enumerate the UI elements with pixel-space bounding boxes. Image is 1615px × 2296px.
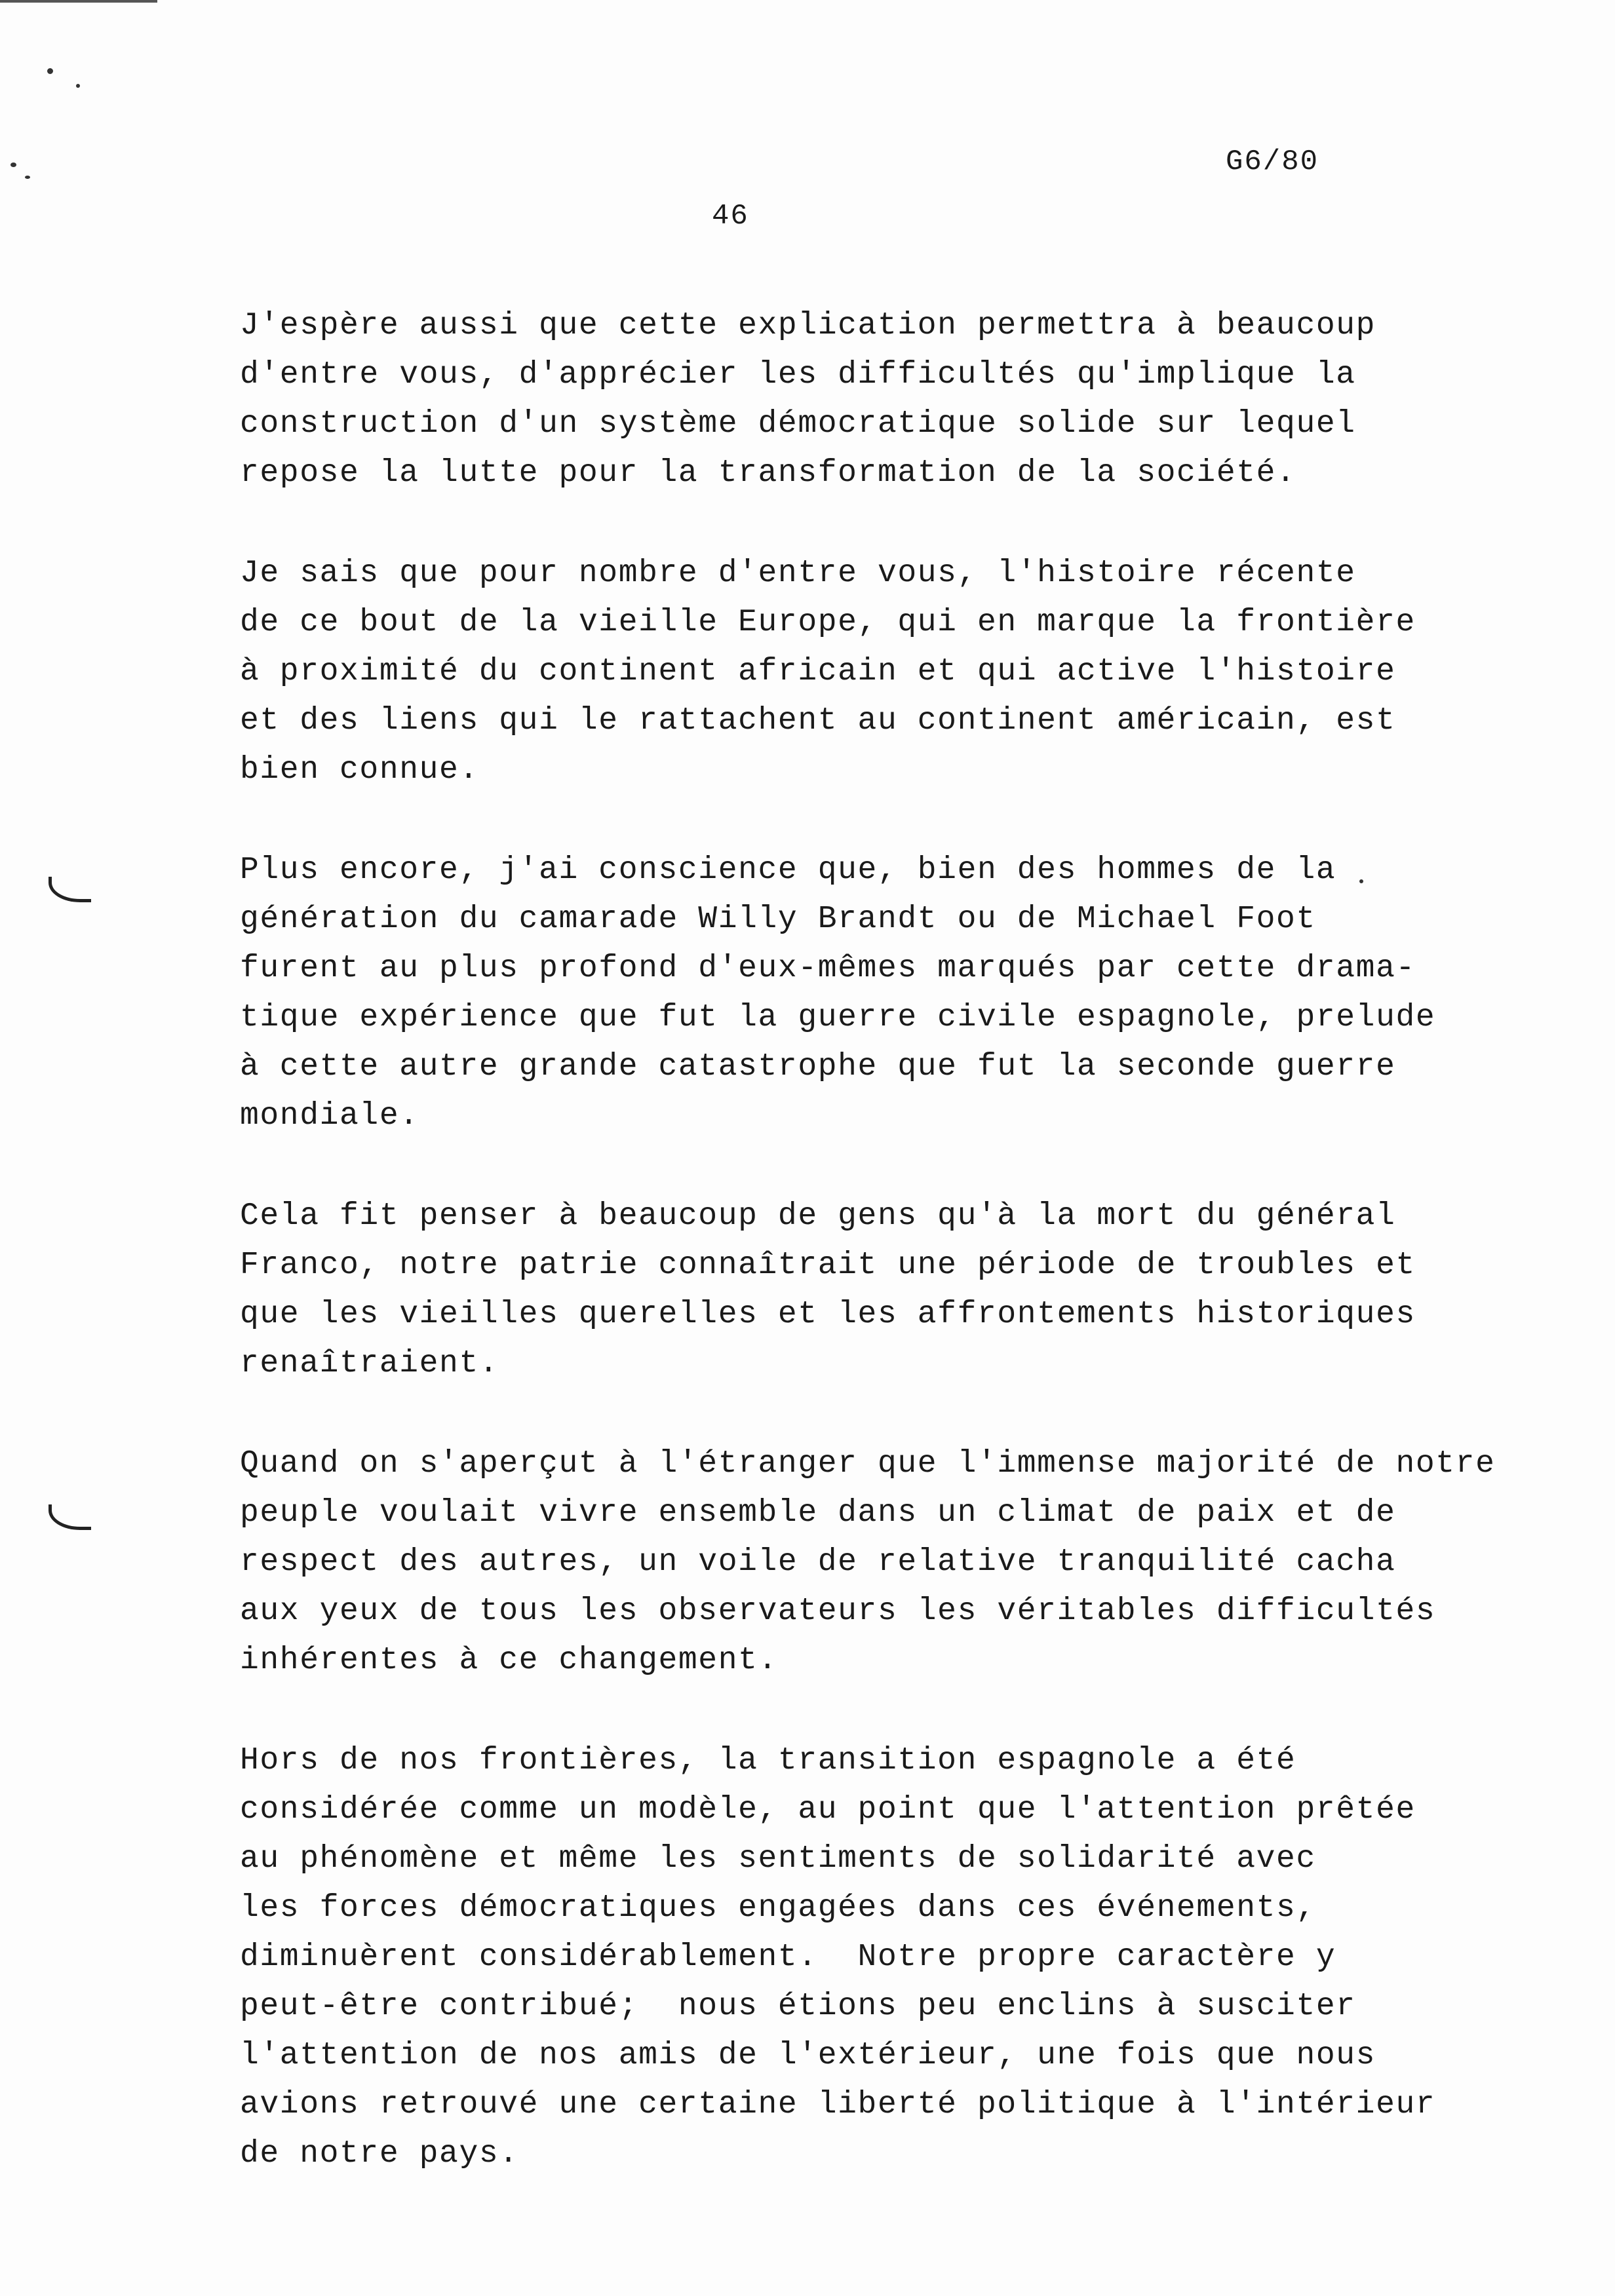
scan-speck bbox=[76, 84, 80, 88]
body-text bbox=[240, 301, 1498, 2230]
document-reference: G6/80 bbox=[1226, 145, 1319, 178]
text-line: Je sais que pour nombre d'entre vous, l'histoire récente bbox=[240, 556, 1356, 591]
text-line: l'attention de nos amis de l'extérieur, une fois que nous bbox=[240, 2038, 1376, 2073]
text-line: considérée comme un modèle, au point que l'attention prêtée bbox=[240, 1792, 1416, 1827]
text-line: furent au plus profond d'eux-mêmes marqués par cette drama- bbox=[240, 951, 1416, 986]
text-line: d'entre vous, d'apprécier les difficultés qu'implique la bbox=[240, 357, 1356, 392]
text-line: que les vieilles querelles et les affrontements historiques bbox=[240, 1297, 1416, 1332]
paragraph bbox=[240, 301, 1498, 498]
text-line: Plus encore, j'ai conscience que, bien des hommes de la bbox=[240, 852, 1336, 888]
text-line: mondiale. bbox=[240, 1098, 419, 1134]
paragraph bbox=[240, 846, 1498, 1141]
scan-speck bbox=[47, 68, 53, 74]
scan-speck bbox=[10, 163, 16, 167]
text-line: bien connue. bbox=[240, 752, 479, 788]
text-line: génération du camarade Willy Brandt ou de Michael Foot bbox=[240, 902, 1316, 937]
paragraph bbox=[240, 549, 1498, 795]
text-line: peut-être contribué; nous étions peu enclins à susciter bbox=[240, 1989, 1356, 2024]
text-line: de notre pays. bbox=[240, 2136, 519, 2172]
scan-speck bbox=[25, 176, 30, 179]
text-line: aux yeux de tous les observateurs les véritables difficultés bbox=[240, 1594, 1436, 1629]
text-line: J'espère aussi que cette explication permettra à beaucoup bbox=[240, 308, 1376, 343]
text-line: Cela fit penser à beaucoup de gens qu'à la mort du général bbox=[240, 1198, 1396, 1234]
text-line: de ce bout de la vieille Europe, qui en marque la frontière bbox=[240, 605, 1416, 640]
paragraph bbox=[240, 1736, 1498, 2179]
text-line: avions retrouvé une certaine liberté politique à l'intérieur bbox=[240, 2087, 1436, 2122]
text-line: peuple voulait vivre ensemble dans un climat de paix et de bbox=[240, 1495, 1396, 1531]
text-line: construction d'un système démocratique solide sur lequel bbox=[240, 406, 1356, 442]
text-line: inhérentes à ce changement. bbox=[240, 1643, 778, 1678]
page-number: 46 bbox=[712, 200, 749, 233]
text-line: les forces démocratiques engagées dans ces événements, bbox=[240, 1890, 1316, 1926]
top-edge-rule bbox=[0, 0, 157, 3]
text-line: renaîtraient. bbox=[240, 1346, 499, 1381]
text-line: respect des autres, un voile de relative tranquilité cacha bbox=[240, 1544, 1396, 1580]
text-line: diminuèrent considérablement. Notre propre caractère y bbox=[240, 1940, 1336, 1975]
text-line: tique expérience que fut la guerre civile espagnole, prelude bbox=[240, 1000, 1436, 1035]
margin-punch-mark bbox=[49, 877, 91, 902]
text-line: à proximité du continent africain et qui active l'histoire bbox=[240, 654, 1396, 689]
margin-punch-mark bbox=[49, 1504, 91, 1530]
text-line: Hors de nos frontières, la transition espagnole a été bbox=[240, 1743, 1296, 1778]
text-line: Quand on s'aperçut à l'étranger que l'immense majorité de notre bbox=[240, 1446, 1496, 1482]
text-line: à cette autre grande catastrophe que fut la seconde guerre bbox=[240, 1049, 1396, 1084]
text-line: et des liens qui le rattachent au continent américain, est bbox=[240, 703, 1396, 738]
text-line: Franco, notre patrie connaîtrait une période de troubles et bbox=[240, 1248, 1416, 1283]
text-line: repose la lutte pour la transformation de la société. bbox=[240, 455, 1296, 491]
text-line: au phénomène et même les sentiments de solidarité avec bbox=[240, 1841, 1316, 1877]
paragraph bbox=[240, 1192, 1498, 1388]
paragraph bbox=[240, 1440, 1498, 1685]
